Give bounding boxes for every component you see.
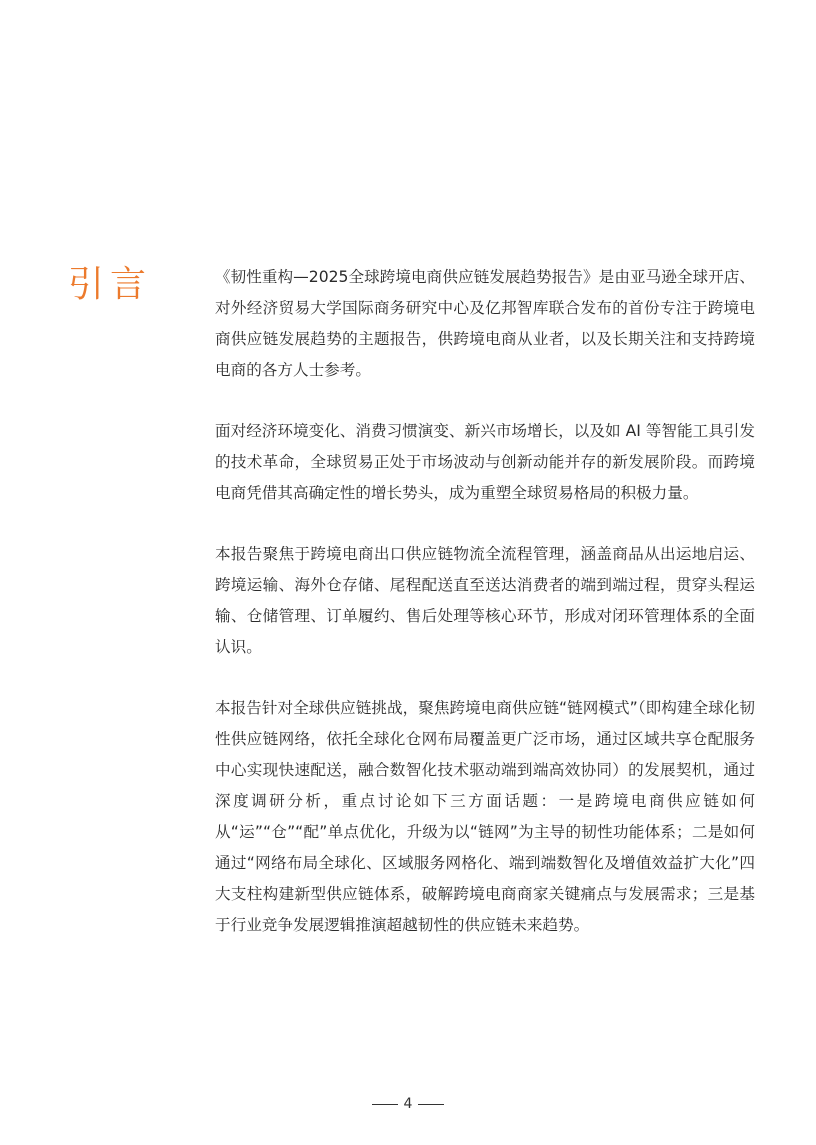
intro-body xyxy=(215,262,755,971)
section-heading: 引言 xyxy=(68,264,153,305)
page-number: 4 xyxy=(403,1096,413,1112)
footer-right-rule xyxy=(418,1104,444,1105)
intro-paragraph-2: 面对经济环境变化、消费习惯演变、新兴市场增长，以及如 AI 等智能工具引发的技术革命，全球贸易正处于市场波动与创新动能并存的新发展阶段。而跨境电商凭借其高确定性的增长势头，成为重塑全球贸易格局的积极力量。 xyxy=(215,422,755,502)
footer-left-rule xyxy=(372,1104,398,1105)
intro-paragraph-4: 本报告针对全球供应链挑战，聚焦跨境电商供应链“链网模式”（即构建全球化韧性供应链网络，依托全球化仓网布局覆盖更广泛市场，通过区域共享仓配服务中心实现快速配送，融合数智化技术驱动端到端高效协同）的发展契机，通过深度调研分析，重点讨论如下三方面话题：一是跨境电商供应链如何从“运”“仓”“配”单点优化，升级为以“链网”为主导的韧性功能体系；二是如何通过“网络布局全球化、区域服务网格化、端到端数智化及增值效益扩大化”四大支柱构建新型供应链体系，破解跨境电商商家关键痛点与发展需求；三是基于行业竞争发展逻辑推演超越韧性的供应链未来趋势。 xyxy=(215,699,755,934)
page-footer xyxy=(0,1096,816,1112)
intro-paragraph-3: 本报告聚焦于跨境电商出口供应链物流全流程管理，涵盖商品从出运地启运、跨境运输、海外仓存储、尾程配送直至送达消费者的端到端过程，贯穿头程运输、仓储管理、订单履约、售后处理等核心环节，形成对闭环管理体系的全面认识。 xyxy=(215,545,755,656)
intro-paragraph-1: 《韧性重构—2025全球跨境电商供应链发展趋势报告》是由亚马逊全球开店、对外经济贸易大学国际商务研究中心及亿邦智库联合发布的首份专注于跨境电商供应链发展趋势的主题报告，供跨境电商从业者，以及长期关注和支持跨境电商的各方人士参考。 xyxy=(215,268,755,379)
